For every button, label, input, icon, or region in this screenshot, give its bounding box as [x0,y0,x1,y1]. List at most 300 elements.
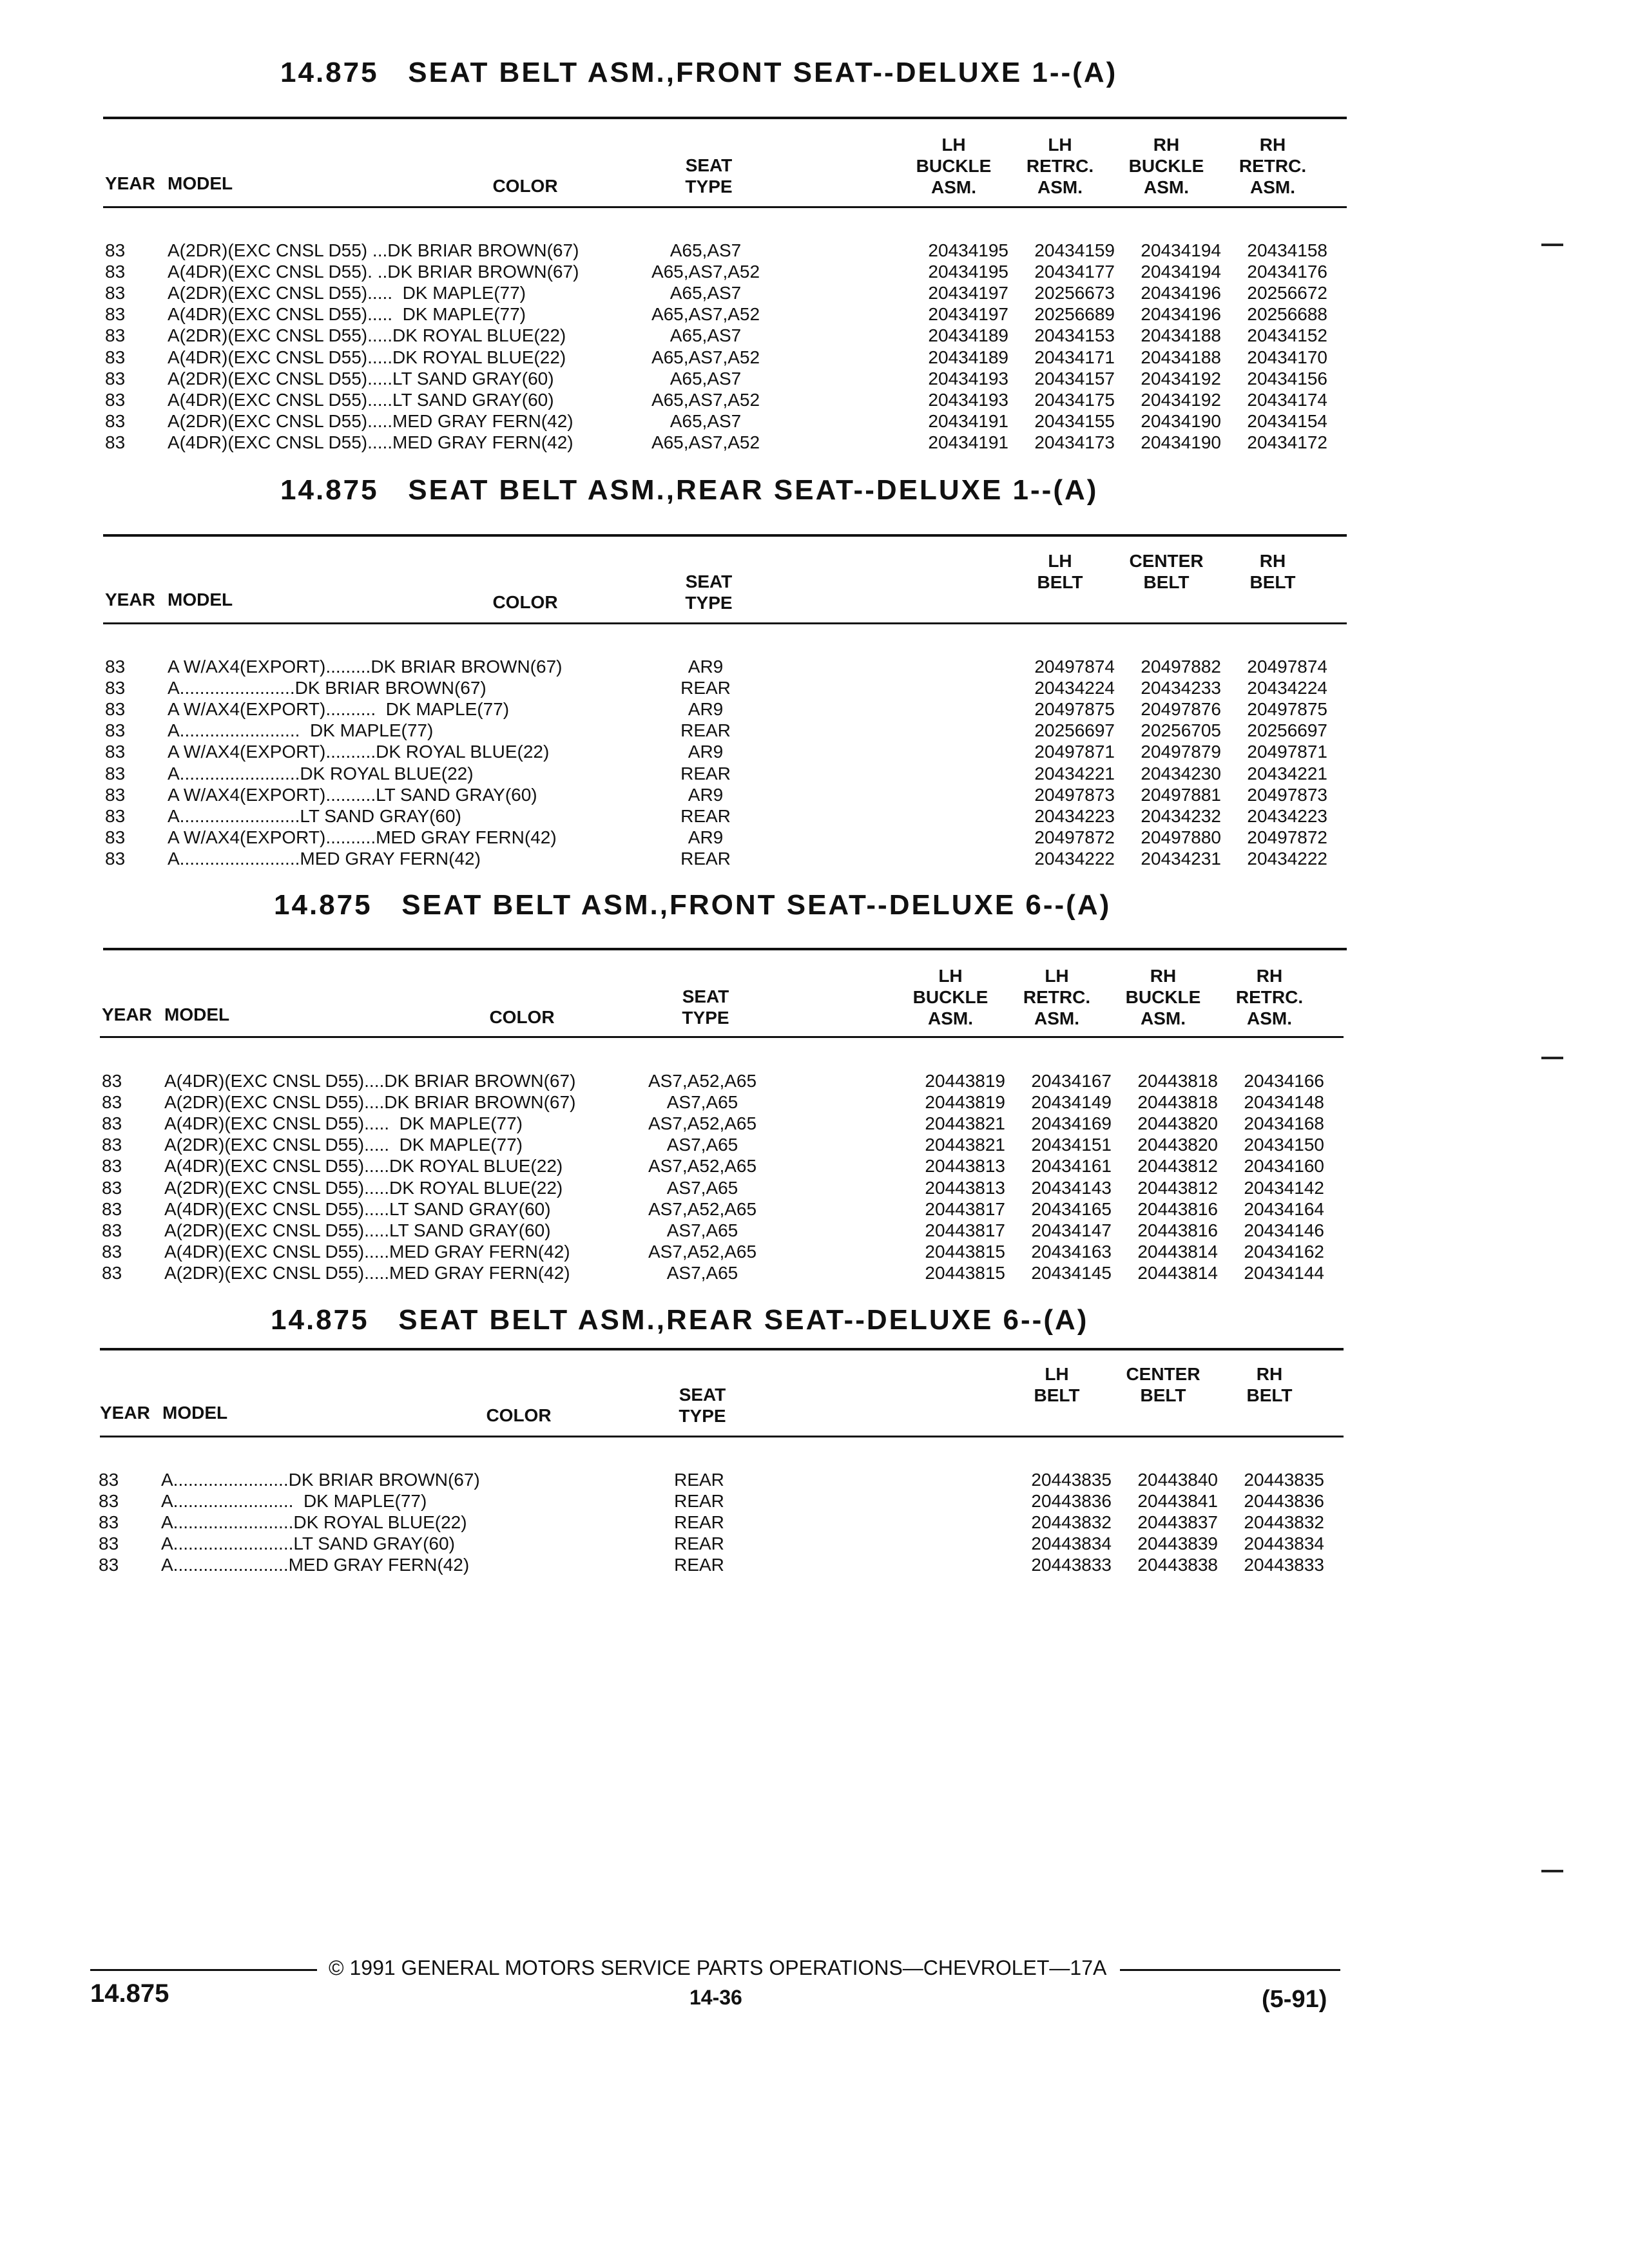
year-cell: 83 [99,1491,119,1512]
year-cell: 83 [105,410,126,431]
part-number-cell: 20497871 [1247,742,1327,762]
part-number-cell: 20443835 [1244,1470,1324,1490]
part-number-cell: 20434232 [1141,805,1221,826]
part-number-cell: 20497871 [1034,742,1115,762]
part-number-cell: 20443838 [1137,1555,1218,1575]
part-number-cell: 20434194 [1141,262,1221,282]
part-number-cell: 20434161 [1031,1156,1112,1177]
part-number-cell: 20443832 [1031,1512,1112,1533]
part-number-cell: 20443821 [925,1113,1005,1134]
seat-type-cell: REAR [680,848,731,869]
year-cell: 83 [99,1533,119,1554]
part-number-cell: 20434171 [1034,347,1115,367]
model-color-cell: A........................LT SAND GRAY(60) [168,805,461,826]
part-number-cell: 20434190 [1141,410,1221,431]
model-color-cell: A W/AX4(EXPORT)..........MED GRAY FERN(42) [168,827,557,847]
model-color-cell: A W/AX4(EXPORT)..........DK ROYAL BLUE(22) [168,742,550,762]
margin-mark [1541,244,1563,246]
part-number-cell: 20443812 [1137,1156,1218,1177]
footer-section-number: 14.875 [90,1979,169,2008]
margin-mark [1541,1870,1563,1872]
header-rule-bottom [100,1036,1344,1038]
part-number-cell: 20434175 [1034,389,1115,410]
model-color-cell: A........................DK ROYAL BLUE(22) [161,1512,467,1533]
table-row [0,720,1629,742]
table-row [0,1263,1629,1284]
year-cell: 83 [105,657,126,677]
col-model: MODEL [168,173,233,193]
col-model: MODEL [168,590,233,610]
part-number-cell: 20434154 [1247,410,1327,431]
table-row [0,1220,1629,1242]
footer-rule-left [90,1969,317,1971]
header-rule-bottom [100,1436,1344,1437]
model-color-cell: A(4DR)(EXC CNSL D55). ..DK BRIAR BROWN(67) [168,262,579,282]
part-number-cell: 20497874 [1247,657,1327,677]
model-color-cell: A W/AX4(EXPORT)..........LT SAND GRAY(60) [168,784,537,805]
seat-type-cell: AS7,A52,A65 [648,1113,757,1134]
part-number-cell: 20443834 [1031,1533,1112,1554]
year-cell: 83 [105,240,126,260]
part-number-cell: 20434158 [1247,240,1327,260]
part-number-cell: 20443835 [1031,1470,1112,1490]
part-number-cell: 20434167 [1031,1071,1112,1091]
year-cell: 83 [99,1555,119,1575]
model-color-cell: A.......................DK BRIAR BROWN(67) [168,678,487,698]
year-cell: 83 [105,720,126,741]
header-rule-top [103,117,1347,119]
part-number-cell: 20434156 [1247,368,1327,389]
col-model: MODEL [164,1004,230,1024]
table-row [0,390,1629,411]
margin-mark [1541,1057,1563,1059]
model-color-cell: A(4DR)(EXC CNSL D55).....MED GRAY FERN(42) [168,432,574,452]
model-color-cell: A(4DR)(EXC CNSL D55).....MED GRAY FERN(42) [164,1241,570,1262]
part-number-cell: 20434142 [1244,1177,1324,1198]
part-number-cell: 20434170 [1247,347,1327,367]
seat-type-cell: REAR [674,1533,724,1554]
part-number-cell: 20256705 [1141,720,1221,741]
part-number-cell: 20434169 [1031,1113,1112,1134]
part-number-cell: 20434195 [928,262,1008,282]
year-cell: 83 [99,1470,119,1490]
part-number-cell: 20443820 [1137,1135,1218,1155]
part-number-cell: 20434149 [1031,1092,1112,1113]
header-rule-top [103,534,1347,537]
year-cell: 83 [102,1156,122,1177]
seat-type-cell: AS7,A52,A65 [648,1156,757,1177]
col-rh-buckle: RH BUCKLE ASM. [1125,966,1201,1028]
table-row [0,849,1629,870]
part-number-cell: 20443837 [1137,1512,1218,1533]
year-cell: 83 [102,1262,122,1283]
section-title: 14.875 SEAT BELT ASM.,REAR SEAT--DELUXE 1--(A) [280,474,1099,506]
section-front-deluxe-1 [0,57,1629,469]
table-row [0,1113,1629,1135]
part-number-cell: 20434221 [1034,763,1115,783]
model-color-cell: A(4DR)(EXC CNSL D55)..... DK MAPLE(77) [168,304,526,325]
part-number-cell: 20497879 [1141,742,1221,762]
part-number-cell: 20434224 [1034,678,1115,698]
footer-rule-right [1120,1969,1340,1971]
seat-type-cell: A65,AS7,A52 [651,432,760,452]
model-color-cell: A(2DR)(EXC CNSL D55)..... DK MAPLE(77) [168,283,526,303]
part-number-cell: 20434231 [1141,848,1221,869]
part-number-cell: 20443836 [1244,1491,1324,1512]
col-color: COLOR [486,1405,552,1425]
part-number-cell: 20434176 [1247,262,1327,282]
part-number-cell: 20497873 [1247,784,1327,805]
part-number-cell: 20434223 [1247,805,1327,826]
year-cell: 83 [105,763,126,783]
col-color: COLOR [489,1007,555,1027]
col-rh-belt: RH BELT [1249,551,1296,592]
year-cell: 83 [105,304,126,325]
seat-type-cell: A65,AS7 [670,325,742,346]
seat-type-cell: REAR [674,1470,724,1490]
model-color-cell: A(2DR)(EXC CNSL D55).....MED GRAY FERN(42) [164,1262,570,1283]
seat-type-cell: AR9 [688,827,724,847]
part-number-cell: 20443813 [925,1177,1005,1198]
col-lh-belt: LH BELT [1034,1364,1080,1405]
model-color-cell: A(4DR)(EXC CNSL D55).....DK ROYAL BLUE(22) [168,347,566,367]
part-number-cell: 20443817 [925,1220,1005,1240]
year-cell: 83 [105,784,126,805]
part-number-cell: 20434222 [1247,848,1327,869]
model-color-cell: A.......................MED GRAY FERN(42) [161,1555,470,1575]
part-number-cell: 20434197 [928,304,1008,325]
year-cell: 83 [105,432,126,452]
section-front-deluxe-6 [0,889,1629,1302]
part-number-cell: 20443833 [1244,1555,1324,1575]
model-color-cell: A(2DR)(EXC CNSL D55).....LT SAND GRAY(60) [168,368,554,389]
part-number-cell: 20443841 [1137,1491,1218,1512]
part-number-cell: 20434194 [1141,240,1221,260]
part-number-cell: 20497875 [1034,699,1115,720]
part-number-cell: 20443814 [1137,1241,1218,1262]
col-year: YEAR [105,590,155,610]
table-row [0,1491,1629,1512]
seat-type-cell: AS7,A65 [666,1177,738,1198]
year-cell: 83 [102,1220,122,1240]
part-number-cell: 20434190 [1141,432,1221,452]
table-row [0,1156,1629,1177]
table-row [0,1199,1629,1220]
year-cell: 83 [102,1113,122,1134]
section-rear-deluxe-1 [0,474,1629,887]
part-number-cell: 20434189 [928,347,1008,367]
col-year: YEAR [102,1004,152,1024]
year-cell: 83 [102,1241,122,1262]
part-number-cell: 20434188 [1141,325,1221,346]
part-number-cell: 20443834 [1244,1533,1324,1554]
year-cell: 83 [105,827,126,847]
part-number-cell: 20434145 [1031,1262,1112,1283]
part-number-cell: 20434196 [1141,304,1221,325]
part-number-cell: 20434147 [1031,1220,1112,1240]
col-color: COLOR [492,176,558,196]
part-number-cell: 20443839 [1137,1533,1218,1554]
table-row [0,283,1629,304]
table-row [0,806,1629,827]
year-cell: 83 [102,1198,122,1219]
part-number-cell: 20497876 [1141,699,1221,720]
part-number-cell: 20434146 [1244,1220,1324,1240]
part-number-cell: 20443833 [1031,1555,1112,1575]
part-number-cell: 20497882 [1141,657,1221,677]
part-number-cell: 20443840 [1137,1470,1218,1490]
part-number-cell: 20256672 [1247,283,1327,303]
part-number-cell: 20434192 [1141,389,1221,410]
seat-type-cell: AS7,A65 [666,1262,738,1283]
part-number-cell: 20434144 [1244,1262,1324,1283]
year-cell: 83 [105,368,126,389]
table-row [0,1470,1629,1491]
table-row [0,742,1629,763]
header-rule-top [100,1348,1344,1350]
part-number-cell: 20497875 [1247,699,1327,720]
part-number-cell: 20434168 [1244,1113,1324,1134]
table-row [0,1071,1629,1092]
seat-type-cell: AR9 [688,657,724,677]
model-color-cell: A.......................DK BRIAR BROWN(67) [161,1470,480,1490]
part-number-cell: 20434233 [1141,678,1221,698]
year-cell: 83 [99,1512,119,1533]
col-seat-type: SEAT TYPE [682,986,729,1028]
model-color-cell: A(2DR)(EXC CNSL D55) ...DK BRIAR BROWN(67) [168,240,579,260]
col-lh-buckle: LH BUCKLE ASM. [916,135,992,197]
seat-type-cell: A65,AS7 [670,240,742,260]
footer-page-number: 14-36 [689,1986,742,2009]
seat-type-cell: A65,AS7 [670,368,742,389]
col-model: MODEL [162,1403,228,1423]
header-rule-top [103,948,1347,950]
model-color-cell: A(2DR)(EXC CNSL D55).....LT SAND GRAY(60) [164,1220,551,1240]
part-number-cell: 20256697 [1247,720,1327,741]
part-number-cell: 20434191 [928,432,1008,452]
part-number-cell: 20434230 [1141,763,1221,783]
part-number-cell: 20443832 [1244,1512,1324,1533]
year-cell: 83 [105,678,126,698]
part-number-cell: 20434150 [1244,1135,1324,1155]
part-number-cell: 20443818 [1137,1092,1218,1113]
table-row [0,1178,1629,1199]
table-row [0,1533,1629,1555]
table-row [0,1512,1629,1533]
seat-type-cell: AR9 [688,699,724,720]
col-seat-type: SEAT TYPE [685,572,733,613]
year-cell: 83 [102,1071,122,1091]
table-row [0,304,1629,325]
seat-type-cell: REAR [674,1512,724,1533]
model-color-cell: A(4DR)(EXC CNSL D55)..... DK MAPLE(77) [164,1113,523,1134]
header-rule-bottom [103,622,1347,624]
model-color-cell: A(2DR)(EXC CNSL D55).....DK ROYAL BLUE(22) [164,1177,563,1198]
part-number-cell: 20434155 [1034,410,1115,431]
table-row [0,411,1629,432]
seat-type-cell: AR9 [688,784,724,805]
part-number-cell: 20256688 [1247,304,1327,325]
part-number-cell: 20434153 [1034,325,1115,346]
part-number-cell: 20434197 [928,283,1008,303]
table-row [0,657,1629,678]
table-row [0,369,1629,390]
year-cell: 83 [102,1135,122,1155]
seat-type-cell: AS7,A65 [666,1092,738,1113]
part-number-cell: 20434159 [1034,240,1115,260]
part-number-cell: 20434157 [1034,368,1115,389]
part-number-cell: 20443819 [925,1092,1005,1113]
part-number-cell: 20434196 [1141,283,1221,303]
year-cell: 83 [102,1092,122,1113]
seat-type-cell: A65,AS7,A52 [651,262,760,282]
seat-type-cell: AS7,A52,A65 [648,1198,757,1219]
model-color-cell: A........................MED GRAY FERN(42) [168,848,481,869]
model-color-cell: A(2DR)(EXC CNSL D55).....MED GRAY FERN(42) [168,410,574,431]
model-color-cell: A W/AX4(EXPORT).........DK BRIAR BROWN(67) [168,657,563,677]
model-color-cell: A(2DR)(EXC CNSL D55).....DK ROYAL BLUE(22) [168,325,566,346]
seat-type-cell: REAR [680,678,731,698]
table-row [0,1092,1629,1113]
year-cell: 83 [105,262,126,282]
model-color-cell: A(2DR)(EXC CNSL D55)....DK BRIAR BROWN(67) [164,1092,576,1113]
model-color-cell: A........................LT SAND GRAY(60) [161,1533,455,1554]
year-cell: 83 [102,1177,122,1198]
section-rear-deluxe-6 [0,1304,1629,1600]
part-number-cell: 20443818 [1137,1071,1218,1091]
seat-type-cell: REAR [680,763,731,783]
model-color-cell: A........................DK ROYAL BLUE(22) [168,763,474,783]
part-number-cell: 20434151 [1031,1135,1112,1155]
part-number-cell: 20443819 [925,1071,1005,1091]
section-title: 14.875 SEAT BELT ASM.,FRONT SEAT--DELUXE 6--(A) [274,889,1112,921]
year-cell: 83 [105,389,126,410]
part-number-cell: 20497873 [1034,784,1115,805]
table-row [0,678,1629,699]
model-color-cell: A(4DR)(EXC CNSL D55).....LT SAND GRAY(60) [164,1198,551,1219]
part-number-cell: 20443816 [1137,1198,1218,1219]
seat-type-cell: A65,AS7 [670,410,742,431]
col-lh-buckle: LH BUCKLE ASM. [912,966,988,1028]
part-number-cell: 20434222 [1034,848,1115,869]
part-number-cell: 20434164 [1244,1198,1324,1219]
seat-type-cell: A65,AS7,A52 [651,304,760,325]
year-cell: 83 [105,848,126,869]
part-number-cell: 20434188 [1141,347,1221,367]
model-color-cell: A W/AX4(EXPORT).......... DK MAPLE(77) [168,699,510,720]
part-number-cell: 20434191 [928,410,1008,431]
part-number-cell: 20434162 [1244,1241,1324,1262]
year-cell: 83 [105,742,126,762]
part-number-cell: 20434163 [1031,1241,1112,1262]
part-number-cell: 20434174 [1247,389,1327,410]
table-row [0,347,1629,369]
table-row [0,1135,1629,1156]
table-row [0,1242,1629,1263]
year-cell: 83 [105,805,126,826]
part-number-cell: 20497881 [1141,784,1221,805]
table-row [0,699,1629,720]
year-cell: 83 [105,325,126,346]
seat-type-cell: AS7,A65 [666,1135,738,1155]
table-row [0,432,1629,454]
col-lh-retrc: LH RETRC. ASM. [1023,966,1091,1028]
part-number-cell: 20497872 [1034,827,1115,847]
table-row [0,764,1629,785]
col-center-belt: CENTER BELT [1129,551,1204,592]
year-cell: 83 [105,347,126,367]
seat-type-cell: REAR [680,805,731,826]
part-number-cell: 20497872 [1247,827,1327,847]
part-number-cell: 20434192 [1141,368,1221,389]
part-number-cell: 20256689 [1034,304,1115,325]
model-color-cell: A........................ DK MAPLE(77) [161,1491,427,1512]
model-color-cell: A(4DR)(EXC CNSL D55).....DK ROYAL BLUE(22) [164,1156,563,1177]
seat-type-cell: REAR [674,1555,724,1575]
seat-type-cell: REAR [674,1491,724,1512]
model-color-cell: A(4DR)(EXC CNSL D55).....LT SAND GRAY(60) [168,389,554,410]
part-number-cell: 20443821 [925,1135,1005,1155]
part-number-cell: 20434173 [1034,432,1115,452]
table-row [0,827,1629,849]
col-seat-type: SEAT TYPE [679,1385,726,1426]
col-year: YEAR [100,1403,150,1423]
col-rh-retrc: RH RETRC. ASM. [1239,135,1307,197]
part-number-cell: 20434223 [1034,805,1115,826]
part-number-cell: 20443836 [1031,1491,1112,1512]
model-color-cell: A........................ DK MAPLE(77) [168,720,434,741]
part-number-cell: 20434166 [1244,1071,1324,1091]
table-row [0,262,1629,283]
part-number-cell: 20434152 [1247,325,1327,346]
col-rh-retrc: RH RETRC. ASM. [1235,966,1304,1028]
part-number-cell: 20434172 [1247,432,1327,452]
seat-type-cell: AR9 [688,742,724,762]
part-number-cell: 20443815 [925,1262,1005,1283]
model-color-cell: A(2DR)(EXC CNSL D55)..... DK MAPLE(77) [164,1135,523,1155]
col-year: YEAR [105,173,155,193]
model-color-cell: A(4DR)(EXC CNSL D55)....DK BRIAR BROWN(67) [164,1071,576,1091]
seat-type-cell: A65,AS7,A52 [651,347,760,367]
col-seat-type: SEAT TYPE [685,155,733,197]
col-lh-retrc: LH RETRC. ASM. [1026,135,1094,197]
col-rh-buckle: RH BUCKLE ASM. [1128,135,1204,197]
table-row [0,240,1629,262]
part-number-cell: 20443820 [1137,1113,1218,1134]
year-cell: 83 [105,283,126,303]
col-rh-belt: RH BELT [1246,1364,1293,1405]
part-number-cell: 20434143 [1031,1177,1112,1198]
part-number-cell: 20443816 [1137,1220,1218,1240]
part-number-cell: 20497880 [1141,827,1221,847]
part-number-cell: 20443813 [925,1156,1005,1177]
seat-type-cell: A65,AS7 [670,283,742,303]
seat-type-cell: REAR [680,720,731,741]
part-number-cell: 20434177 [1034,262,1115,282]
section-title: 14.875 SEAT BELT ASM.,FRONT SEAT--DELUXE 1--(A) [280,57,1118,88]
part-number-cell: 20434189 [928,325,1008,346]
seat-type-cell: AS7,A65 [666,1220,738,1240]
seat-type-cell: AS7,A52,A65 [648,1071,757,1091]
footer-revision: (5-91) [1262,1986,1327,2013]
part-number-cell: 20443815 [925,1241,1005,1262]
part-number-cell: 20434224 [1247,678,1327,698]
part-number-cell: 20434165 [1031,1198,1112,1219]
part-number-cell: 20256673 [1034,283,1115,303]
year-cell: 83 [105,699,126,720]
header-rule-bottom [103,206,1347,208]
table-row [0,785,1629,806]
